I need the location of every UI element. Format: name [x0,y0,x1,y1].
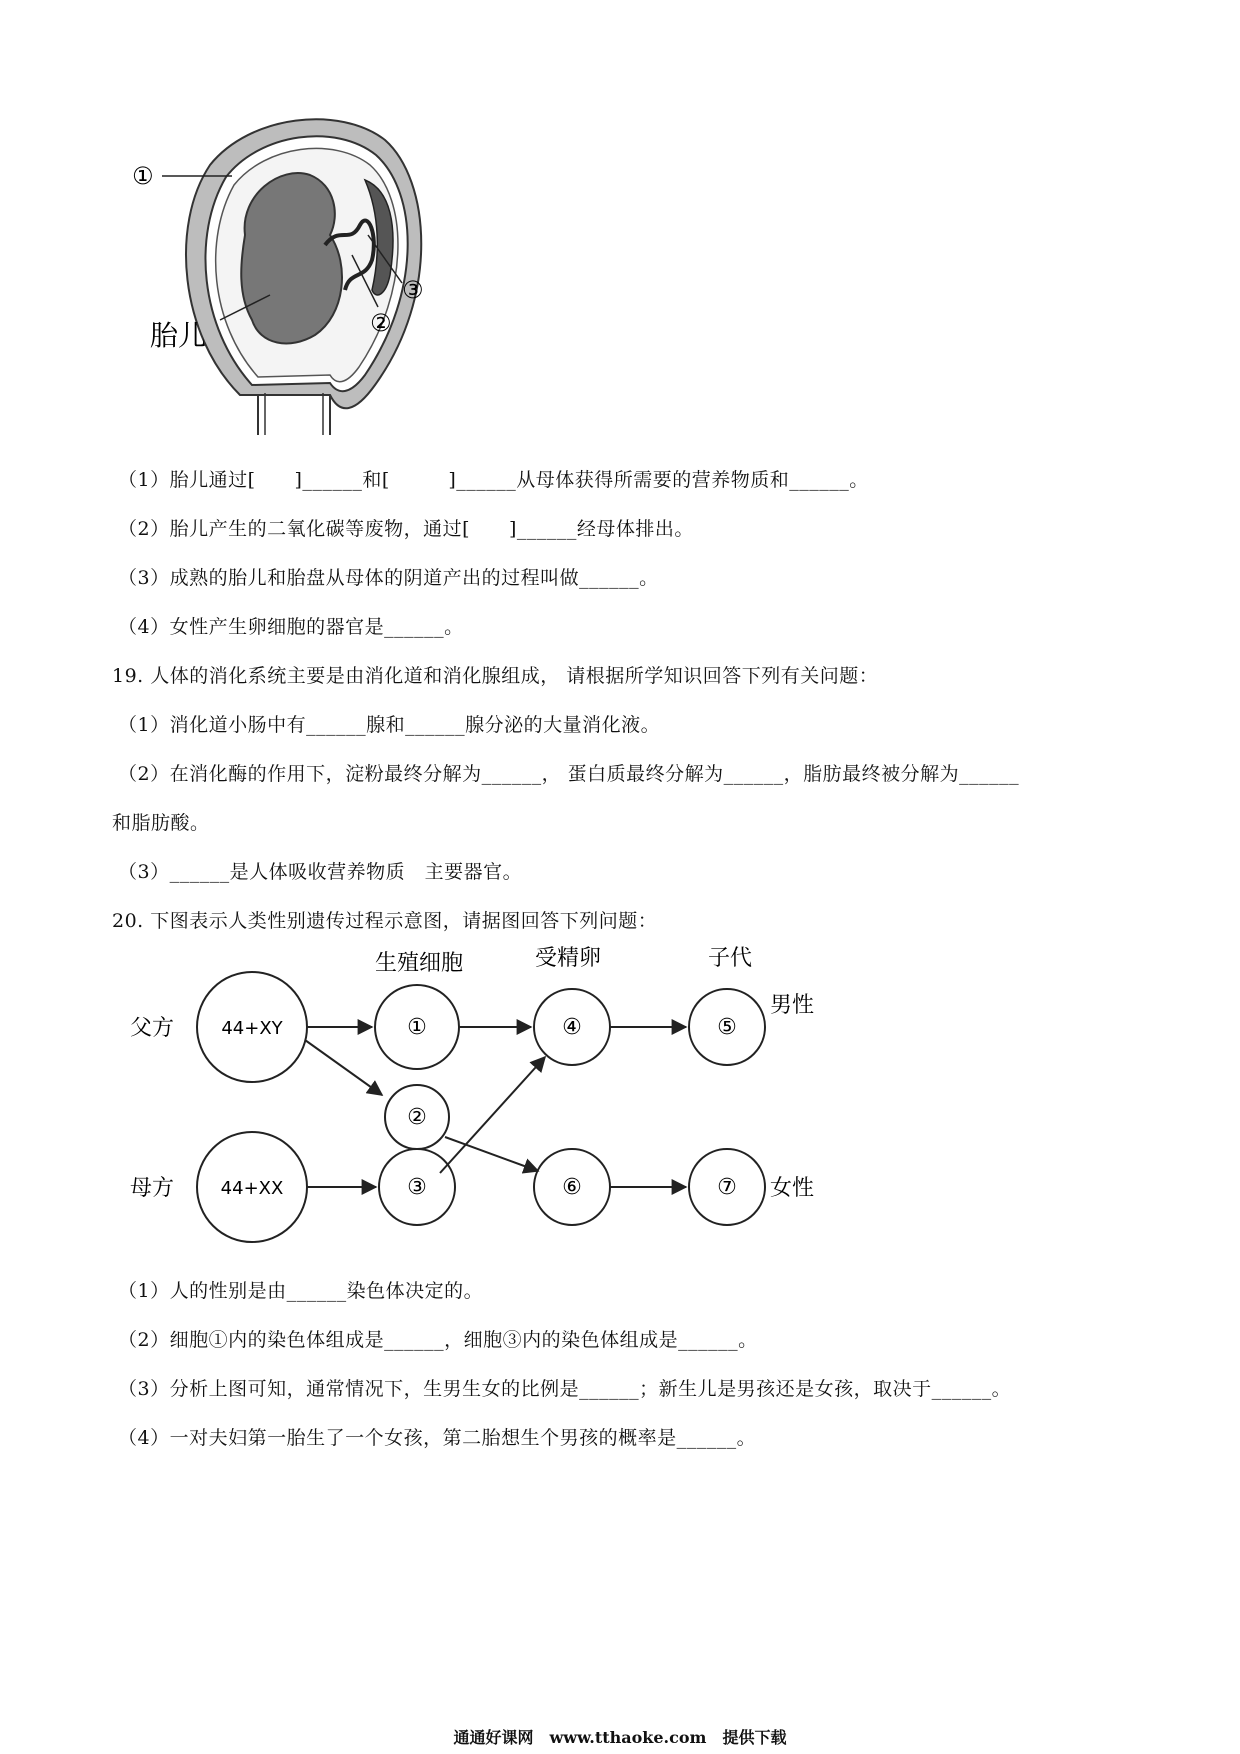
header-germ-cells: 生殖细胞 [375,951,464,976]
fetus-body [241,173,342,343]
mother-label: 母方 [130,1176,175,1201]
q19-stem: 19. 人体的消化系统主要是由消化道和消化腺组成， 请根据所学知识回答下列有关问题： [112,665,879,687]
q20-part-4: （4）一对夫妇第一胎生了一个女孩，第二胎想生个男孩的概率是______。 [118,1427,757,1449]
label-2: ② [370,309,392,337]
cell-5-label: ⑤ [717,1015,737,1040]
label-1: ① [132,162,154,190]
q19-part-2-cont: 和脂肪酸。 [112,812,210,834]
q19-part-1: （1）消化道小肠中有______腺和______腺分泌的大量消化液。 [118,714,661,736]
q19-part-3: （3）______是人体吸收营养物质 主要器官。 [118,861,523,883]
page-footer: 通通好课网 www.tthaoke.com 提供下载 [453,1728,787,1747]
cell-1-label: ① [407,1015,427,1040]
q20-part-2: （2）细胞①内的染色体组成是______，细胞③内的染色体组成是______。 [118,1329,758,1351]
q18-part-2: （2）胎儿产生的二氧化碳等废物，通过[ ]______经母体排出。 [118,518,694,540]
male-label: 男性 [770,993,815,1018]
father-cell-label: 44+XY [221,1018,283,1039]
female-label: 女性 [770,1176,815,1201]
mother-cell-label: 44+XX [220,1178,284,1199]
cell-7-label: ⑦ [717,1175,737,1200]
q20-stem: 20. 下图表示人类性别遗传过程示意图，请据图回答下列问题： [112,910,658,932]
cell-6-label: ⑥ [562,1175,582,1200]
q19-part-2: （2）在消化酶的作用下，淀粉最终分解为______， 蛋白质最终分解为______，脂肪最终被分解为______ [118,763,1020,785]
q20-part-1: （1）人的性别是由______染色体决定的。 [118,1280,484,1302]
q18-part-3: （3）成熟的胎儿和胎盘从母体的阴道产出的过程叫做______。 [118,567,659,589]
cell-4-label: ④ [562,1015,582,1040]
label-fetus: 胎儿 [150,319,207,352]
header-zygote: 受精卵 [535,946,602,971]
label-3: ③ [402,276,424,304]
father-label: 父方 [130,1016,175,1041]
q18-part-1: （1）胎儿通过[ ]______和[ ]______从母体获得所需要的营养物质和______。 [118,469,869,491]
header-offspring: 子代 [708,946,753,971]
q18-part-4: （4）女性产生卵细胞的器官是______。 [118,616,464,638]
fetus-uterus-diagram [132,95,500,455]
cell-2-label: ② [407,1105,427,1130]
q20-part-3: （3）分析上图可知，通常情况下，生男生女的比例是______；新生儿是男孩还是女孩，取决于______。 [118,1378,1012,1400]
arrows [305,1027,686,1187]
sex-inheritance-diagram [110,945,870,1255]
cell-3-label: ③ [407,1175,427,1200]
